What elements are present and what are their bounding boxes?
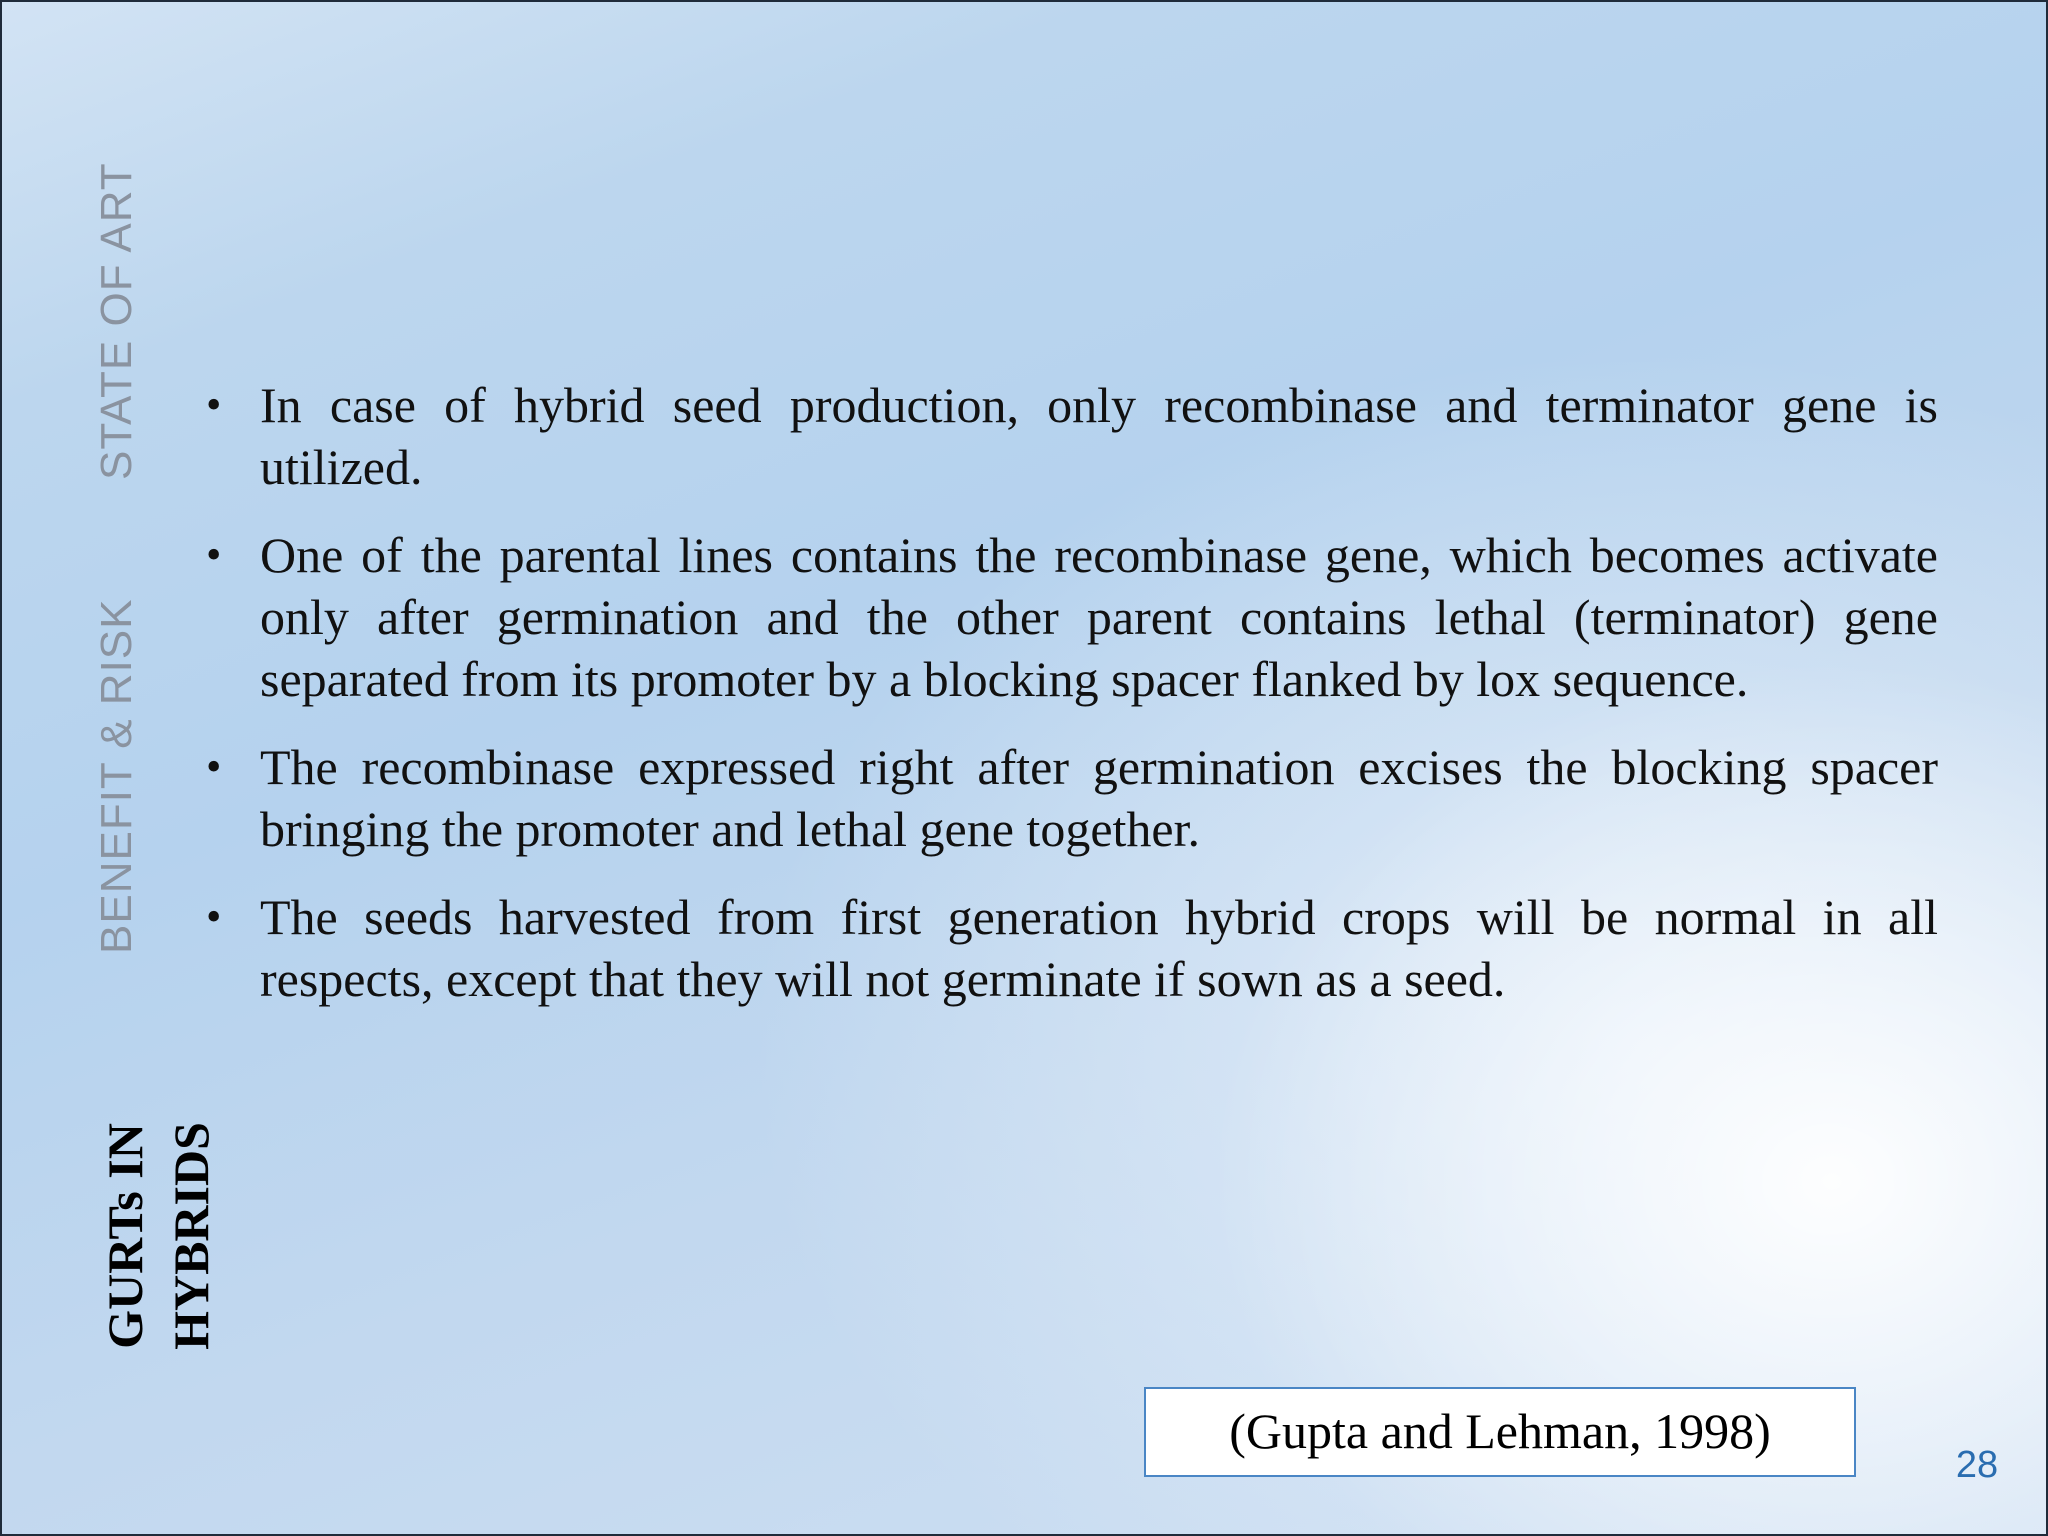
nav-state-of-art[interactable]: STATE OF ART bbox=[92, 162, 141, 480]
section-title bbox=[92, 1118, 224, 1354]
section-title-line1: GURTs IN bbox=[97, 1123, 153, 1349]
citation-box: (Gupta and Lehman, 1998) bbox=[1144, 1387, 1856, 1477]
bullet-dot-icon: • bbox=[206, 742, 222, 791]
bullet-dot-icon: • bbox=[206, 380, 222, 429]
section-title-line2: HYBRIDS bbox=[163, 1122, 219, 1350]
bullet-item bbox=[202, 524, 1938, 710]
bullet-text: The seeds harvested from first generation hybrid crops will be normal in all respects, except that they will not germinate if sown as a seed. bbox=[260, 889, 1938, 1007]
bullet-dot-icon: • bbox=[206, 892, 222, 941]
bullet-item bbox=[202, 886, 1938, 1010]
nav-benefit-risk[interactable]: BENEFIT & RISK bbox=[92, 598, 141, 954]
page-number: 28 bbox=[1955, 1444, 1999, 1486]
bullet-text: In case of hybrid seed production, only recombinase and terminator gene is utilized. bbox=[260, 377, 1938, 495]
bullet-item bbox=[202, 736, 1938, 860]
bullet-text: The recombinase expressed right after germination excises the blocking spacer bringing the promoter and lethal gene together. bbox=[260, 739, 1938, 857]
side-navigation bbox=[2, 2, 219, 1536]
bullet-dot-icon: • bbox=[206, 530, 222, 579]
bullet-list bbox=[202, 374, 1938, 1036]
bullet-item bbox=[202, 374, 1938, 498]
bullet-text: One of the parental lines contains the recombinase gene, which becomes activate only after germination and the other parent contains lethal (terminator) gene separated from its promoter by a blocking spacer flanked by lox sequence. bbox=[260, 527, 1938, 707]
